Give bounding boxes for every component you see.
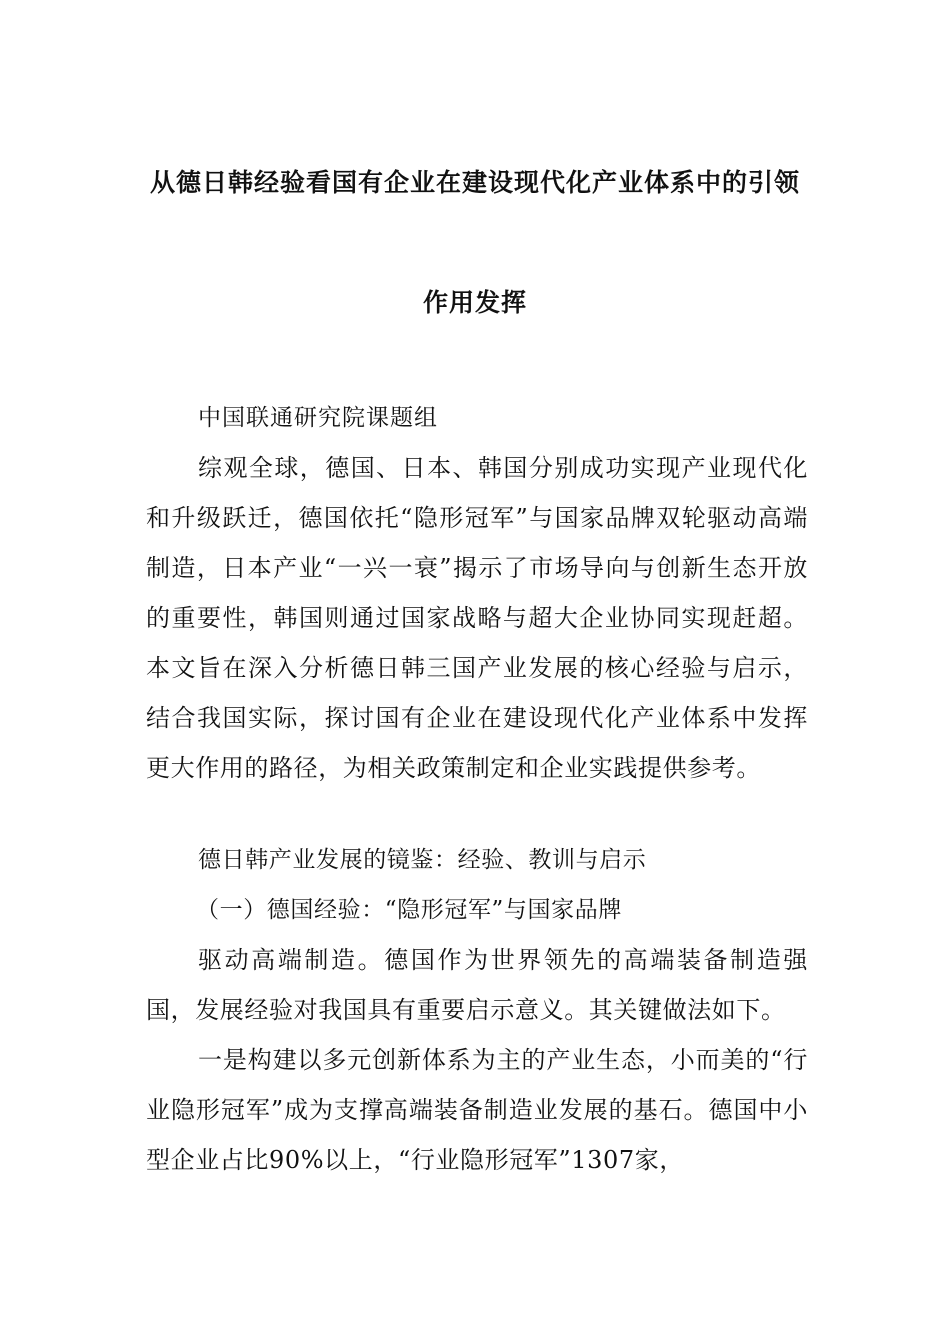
intro-paragraph-block (146, 443, 808, 793)
subsection-heading: （一）德国经验：“隐形冠军”与国家品牌 (196, 897, 622, 923)
intro-paragraph: 综观全球，德国、日本、韩国分别成功实现产业现代化和升级跃迁，德国依托“隐形冠军”与国家品牌双轮驱动高端制造，日本产业“一兴一衰”揭示了市场导向与创新生态开放的重要性，韩国则通过国家战略与超大企业协同实现赶超。本文旨在深入分析德日韩三国产业发展的核心经验与启示，结合我国实际，探讨国有企业在建设现代化产业体系中发挥更大作用的路径，为相关政策制定和企业实践提供参考。 (146, 454, 808, 782)
document-title-line-2: 作用发挥 (422, 288, 527, 317)
point-one-paragraph: 一是构建以多元创新体系为主的产业生态，小而美的“行业隐形冠军”成为支撑高端装备制造业发展的基石。德国中小型企业占比90%以上，“行业隐形冠军”1307家， (146, 1046, 808, 1174)
point-one-block (146, 1035, 808, 1185)
document-title-line-1: 从德日韩经验看国有企业在建设现代化产业体系中的引领 (149, 168, 800, 197)
author-byline: 中国联通研究院课题组 (198, 405, 438, 431)
germany-intro-paragraph: 驱动高端制造。德国作为世界领先的高端装备制造强国，发展经验对我国具有重要启示意义。其关键做法如下。 (146, 946, 808, 1024)
germany-intro-block (146, 935, 808, 1035)
section-heading: 德日韩产业发展的镜鉴：经验、教训与启示 (198, 847, 647, 873)
